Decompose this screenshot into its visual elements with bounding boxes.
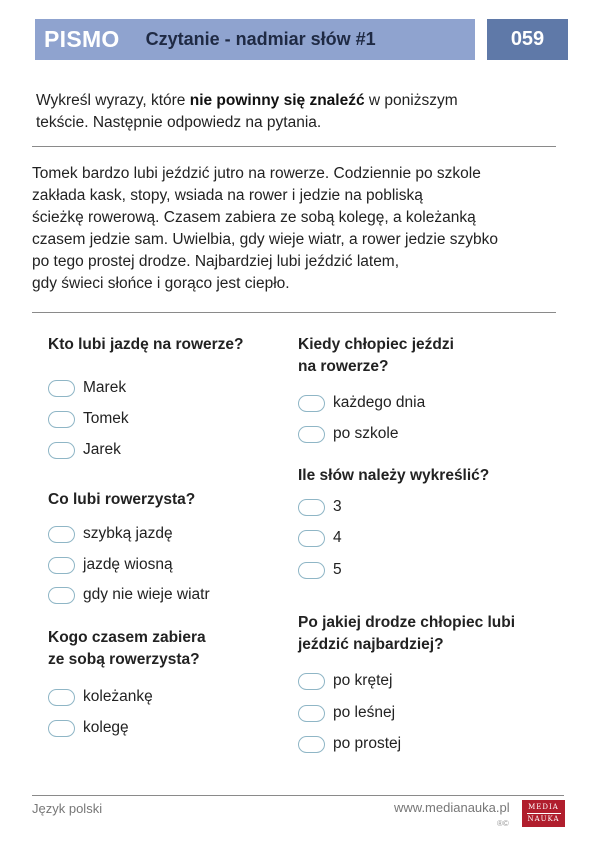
answer-label: jazdę wiosną xyxy=(83,556,173,573)
answer-label: Tomek xyxy=(83,410,129,427)
answer-label: po prostej xyxy=(333,735,402,752)
logo-separator xyxy=(527,813,561,814)
media-nauka-logo xyxy=(522,800,565,827)
answer-option[interactable] xyxy=(298,559,342,581)
answer-label: szybką jazdę xyxy=(83,525,173,542)
worksheet-title: Czytanie - nadmiar słów #1 xyxy=(145,29,376,49)
question-text: Co lubi rowerzysta? xyxy=(48,491,196,508)
answer-option[interactable] xyxy=(48,686,153,708)
footer-subject: Język polski xyxy=(32,801,103,816)
answer-label: po szkole xyxy=(333,425,399,442)
question-text: na rowerze? xyxy=(298,358,389,375)
answer-bubble[interactable] xyxy=(298,530,325,547)
footer-divider xyxy=(32,795,564,796)
answer-bubble[interactable] xyxy=(48,526,75,543)
question-text: ze sobą rowerzysta? xyxy=(48,651,200,668)
answer-label: 5 xyxy=(333,561,342,578)
answer-option[interactable] xyxy=(48,439,121,461)
answer-bubble[interactable] xyxy=(298,395,325,412)
question-text: Ile słów należy wykreślić? xyxy=(298,467,490,484)
answer-label: każdego dnia xyxy=(333,394,426,411)
answer-label: kolegę xyxy=(83,719,129,736)
answer-label: 3 xyxy=(333,498,342,515)
question-6 xyxy=(298,612,515,656)
answer-option[interactable] xyxy=(48,408,129,430)
answer-option[interactable] xyxy=(298,392,425,414)
instruction-text-end: w poniższym xyxy=(364,92,458,109)
passage-line[interactable]: czasem jedzie sam. Uwielbia, gdy wieje wiatr, a rower jedzie szybko xyxy=(32,231,499,248)
passage-line[interactable]: Tomek bardzo lubi jeździć jutro na rowerze. Codziennie po szkole xyxy=(32,165,481,182)
passage-line[interactable]: po tego prostej drodze. Najbardziej lubi jeździć latem, xyxy=(32,253,400,270)
answer-label: po leśnej xyxy=(333,704,396,721)
brand-label: PISMO xyxy=(44,26,120,52)
logo-text-bottom: NAUKA xyxy=(527,815,560,823)
question-2 xyxy=(48,489,195,511)
header-bar xyxy=(35,19,475,60)
answer-option[interactable] xyxy=(298,527,342,549)
passage-line[interactable]: ścieżkę rowerową. Czasem zabiera ze sobą kolegę, a koleżanką xyxy=(32,209,476,226)
answer-bubble[interactable] xyxy=(48,587,75,604)
answer-bubble[interactable] xyxy=(48,411,75,428)
logo-text-top: MEDIA xyxy=(528,803,559,811)
answer-option[interactable] xyxy=(48,554,173,576)
footer-url-link[interactable]: www.medianauka.pl xyxy=(394,800,510,815)
answer-option[interactable] xyxy=(298,496,342,518)
question-1 xyxy=(48,334,244,356)
passage-line[interactable]: gdy świeci słońce i gorąco jest ciepło. xyxy=(32,275,290,292)
answer-option[interactable] xyxy=(298,670,392,692)
answer-bubble[interactable] xyxy=(298,736,325,753)
answer-bubble[interactable] xyxy=(48,442,75,459)
divider xyxy=(32,146,556,147)
answer-option[interactable] xyxy=(298,423,398,445)
answer-bubble[interactable] xyxy=(298,499,325,516)
answer-option[interactable] xyxy=(48,523,173,545)
answer-option[interactable] xyxy=(48,717,129,739)
answer-label: 4 xyxy=(333,529,342,546)
answer-label: po krętej xyxy=(333,672,393,689)
trademark-marks: ®© xyxy=(497,819,509,828)
answer-label: Jarek xyxy=(83,441,121,458)
answer-option[interactable] xyxy=(298,702,395,724)
answer-label: Marek xyxy=(83,379,127,396)
question-5 xyxy=(298,465,489,487)
instruction-emphasis: nie powinny się znaleźć xyxy=(189,92,365,109)
question-3 xyxy=(48,627,206,671)
answer-label: koleżankę xyxy=(83,688,153,705)
answer-bubble[interactable] xyxy=(48,720,75,737)
answer-bubble[interactable] xyxy=(48,689,75,706)
question-text: Kiedy chłopiec jeździ xyxy=(298,336,454,353)
question-text: jeździć najbardziej? xyxy=(298,636,444,653)
answer-option[interactable] xyxy=(48,377,126,399)
answer-bubble[interactable] xyxy=(48,380,75,397)
reading-passage[interactable] xyxy=(32,163,572,295)
question-text: Po jakiej drodze chłopiec lubi xyxy=(298,614,516,631)
instruction-text-line2: tekście. Następnie odpowiedz na pytania. xyxy=(36,114,322,131)
instruction xyxy=(36,90,536,134)
answer-option[interactable] xyxy=(298,733,401,755)
question-text: Kogo czasem zabiera xyxy=(48,629,206,646)
passage-line[interactable]: zakłada kask, stopy, wsiada na rower i jedzie na pobliską xyxy=(32,187,423,204)
question-4 xyxy=(298,334,454,378)
answer-label: gdy nie wieje wiatr xyxy=(83,586,210,603)
answer-bubble[interactable] xyxy=(298,705,325,722)
question-text: Kto lubi jazdę na rowerze? xyxy=(48,336,244,353)
answer-bubble[interactable] xyxy=(48,557,75,574)
answer-bubble[interactable] xyxy=(298,426,325,443)
answer-option[interactable] xyxy=(48,584,210,606)
answer-bubble[interactable] xyxy=(298,562,325,579)
instruction-text-start: Wykreśl wyrazy, które xyxy=(36,92,190,109)
divider xyxy=(32,312,556,313)
answer-bubble[interactable] xyxy=(298,673,325,690)
worksheet-number: 059 xyxy=(487,19,568,60)
